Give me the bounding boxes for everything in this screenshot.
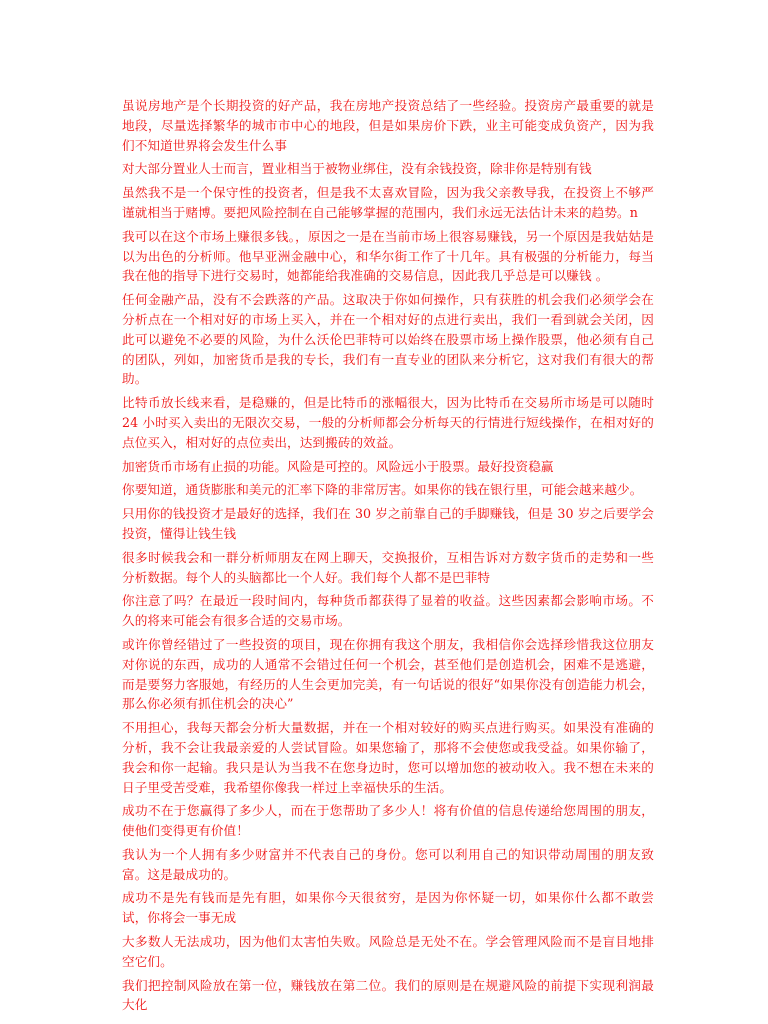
paragraph-14: 成功不在于您赢得了多少人，而在于您帮助了多少人！将有价值的信息传递给您周围的朋友，使他们变得更有价值！ — [122, 803, 654, 839]
document-page — [122, 96, 654, 1019]
paragraph-2: 对大部分置业人士而言，置业相当于被物业绑住，没有余钱投资，除非你是特别有钱 — [122, 161, 592, 177]
paragraph-7: 加密货币市场有止损的功能。风险是可控的。风险远小于股票。最好投资稳赢 — [122, 458, 554, 474]
paragraph-6: 比特币放长线来看，是稳赚的，但是比特币的涨幅很大，因为比特币在交易所市场是可以随时 24 小时买入卖出的无限次交易，一般的分析师都会分析每天的行情进行短线操作，在相对好的点位买入，相对好的点位卖出，达到搬砖的效益。 — [122, 395, 654, 450]
paragraph-17: 大多数人无法成功，因为他们太害怕失败。风险总是无处不在。学会管理风险而不是盲目地排空它们。 — [122, 934, 654, 969]
paragraph-5: 任何金融产品，没有不会跌落的产品。这取决于你如何操作，只有获胜的机会我们必须学会在分析点在一个相对好的市场上买入，并在一个相对好的点进行卖出，我们一看到就会关闭，因此可以避免不必要的风险，为什么沃伦巴菲特可以始终在股票市场上操作股票，他必须有自己的团队，列如，加密货币是我的专长，我们有一直专业的团队来分析它，这对我们有很大的帮助。 — [122, 292, 654, 387]
paragraph-12: 或许你曾经错过了一些投资的项目，现在你拥有我这个朋友，我相信你会选择珍惜我这位朋友对你说的东西，成功的人通常不会错过任何一个机会，甚至他们是创造机会，困难不是逃避，而是要努力客服她，有经历的人生会更加完美，有一句话说的很好“如果你没有创造能力机会，那么你必须有抓住机会的决心” — [122, 636, 654, 712]
paragraph-10: 很多时候我会和一群分析师朋友在网上聊天，交换报价，互相告诉对方数字货币的走势和一些分析数据。每个人的头脑都比一个人好。我们每个人都不是巴菲特 — [122, 549, 654, 585]
paragraph-1: 虽说房地产是个长期投资的好产品，我在房地产投资总结了一些经验。投资房产最重要的就是地段，尽量选择繁华的城市市中心的地段，但是如果房价下跌，业主可能变成负资产，因为我们不知道世界将会发生什么事 — [122, 98, 654, 153]
paragraph-18: 我们把控制风险放在第一位，赚钱放在第二位。我们的原则是在规避风险的前提下实现利润最大化 — [122, 977, 654, 1013]
paragraph-11: 你注意了吗？在最近一段时间内，每种货币都获得了显着的收益。这些因素都会影响市场。不久的将来可能会有很多合适的交易市场。 — [122, 593, 654, 629]
paragraph-4: 我可以在这个市场上赚很多钱。，原因之一是在当前市场上很容易赚钱，另一个原因是我姑姑是以为出色的分析师。他早亚洲金融中心，和华尔街工作了十几年。具有极强的分析能力，每当我在他的指导下进行交易时，她都能给我准确的交易信息，因此我几乎总是可以赚钱 。 — [122, 228, 654, 284]
paragraph-8: 你要知道，通货膨胀和美元的汇率下降的非常厉害。如果你的钱在银行里，可能会越来越少。 — [122, 482, 643, 498]
paragraph-13: 不用担心，我每天都会分析大量数据，并在一个相对较好的购买点进行购买。如果没有准确的分析，我不会让我最亲爱的人尝试冒险。如果您输了，那将不会使您或我受益。如果你输了，我会和你一起输。我只是认为当我不在您身边时，您可以增加您的被动收入。我不想在未来的日子里受苦受难，我希望你像我一样过上幸福快乐的生活。 — [122, 720, 654, 795]
paragraph-9: 只用你的钱投资才是最好的选择，我们在 30 岁之前靠自己的手脚赚钱，但是 30 岁之后要学会投资，懂得让钱生钱 — [122, 506, 654, 541]
paragraph-15: 我认为一个人拥有多少财富并不代表自己的身份。您可以利用自己的知识带动周围的朋友致富。这是最成功的。 — [122, 846, 654, 882]
paragraph-16: 成功不是先有钱而是先有胆，如果你今天很贫穷，是因为你怀疑一切，如果你什么都不敢尝试，你将会一事无成 — [122, 890, 654, 926]
paragraph-3: 虽然我不是一个保守性的投资者，但是我不太喜欢冒险，因为我父亲教导我，在投资上不够严谨就相当于赌博。要把风险控制在自己能够掌握的范围内，我们永远无法估计未来的趋势。n — [122, 185, 654, 220]
